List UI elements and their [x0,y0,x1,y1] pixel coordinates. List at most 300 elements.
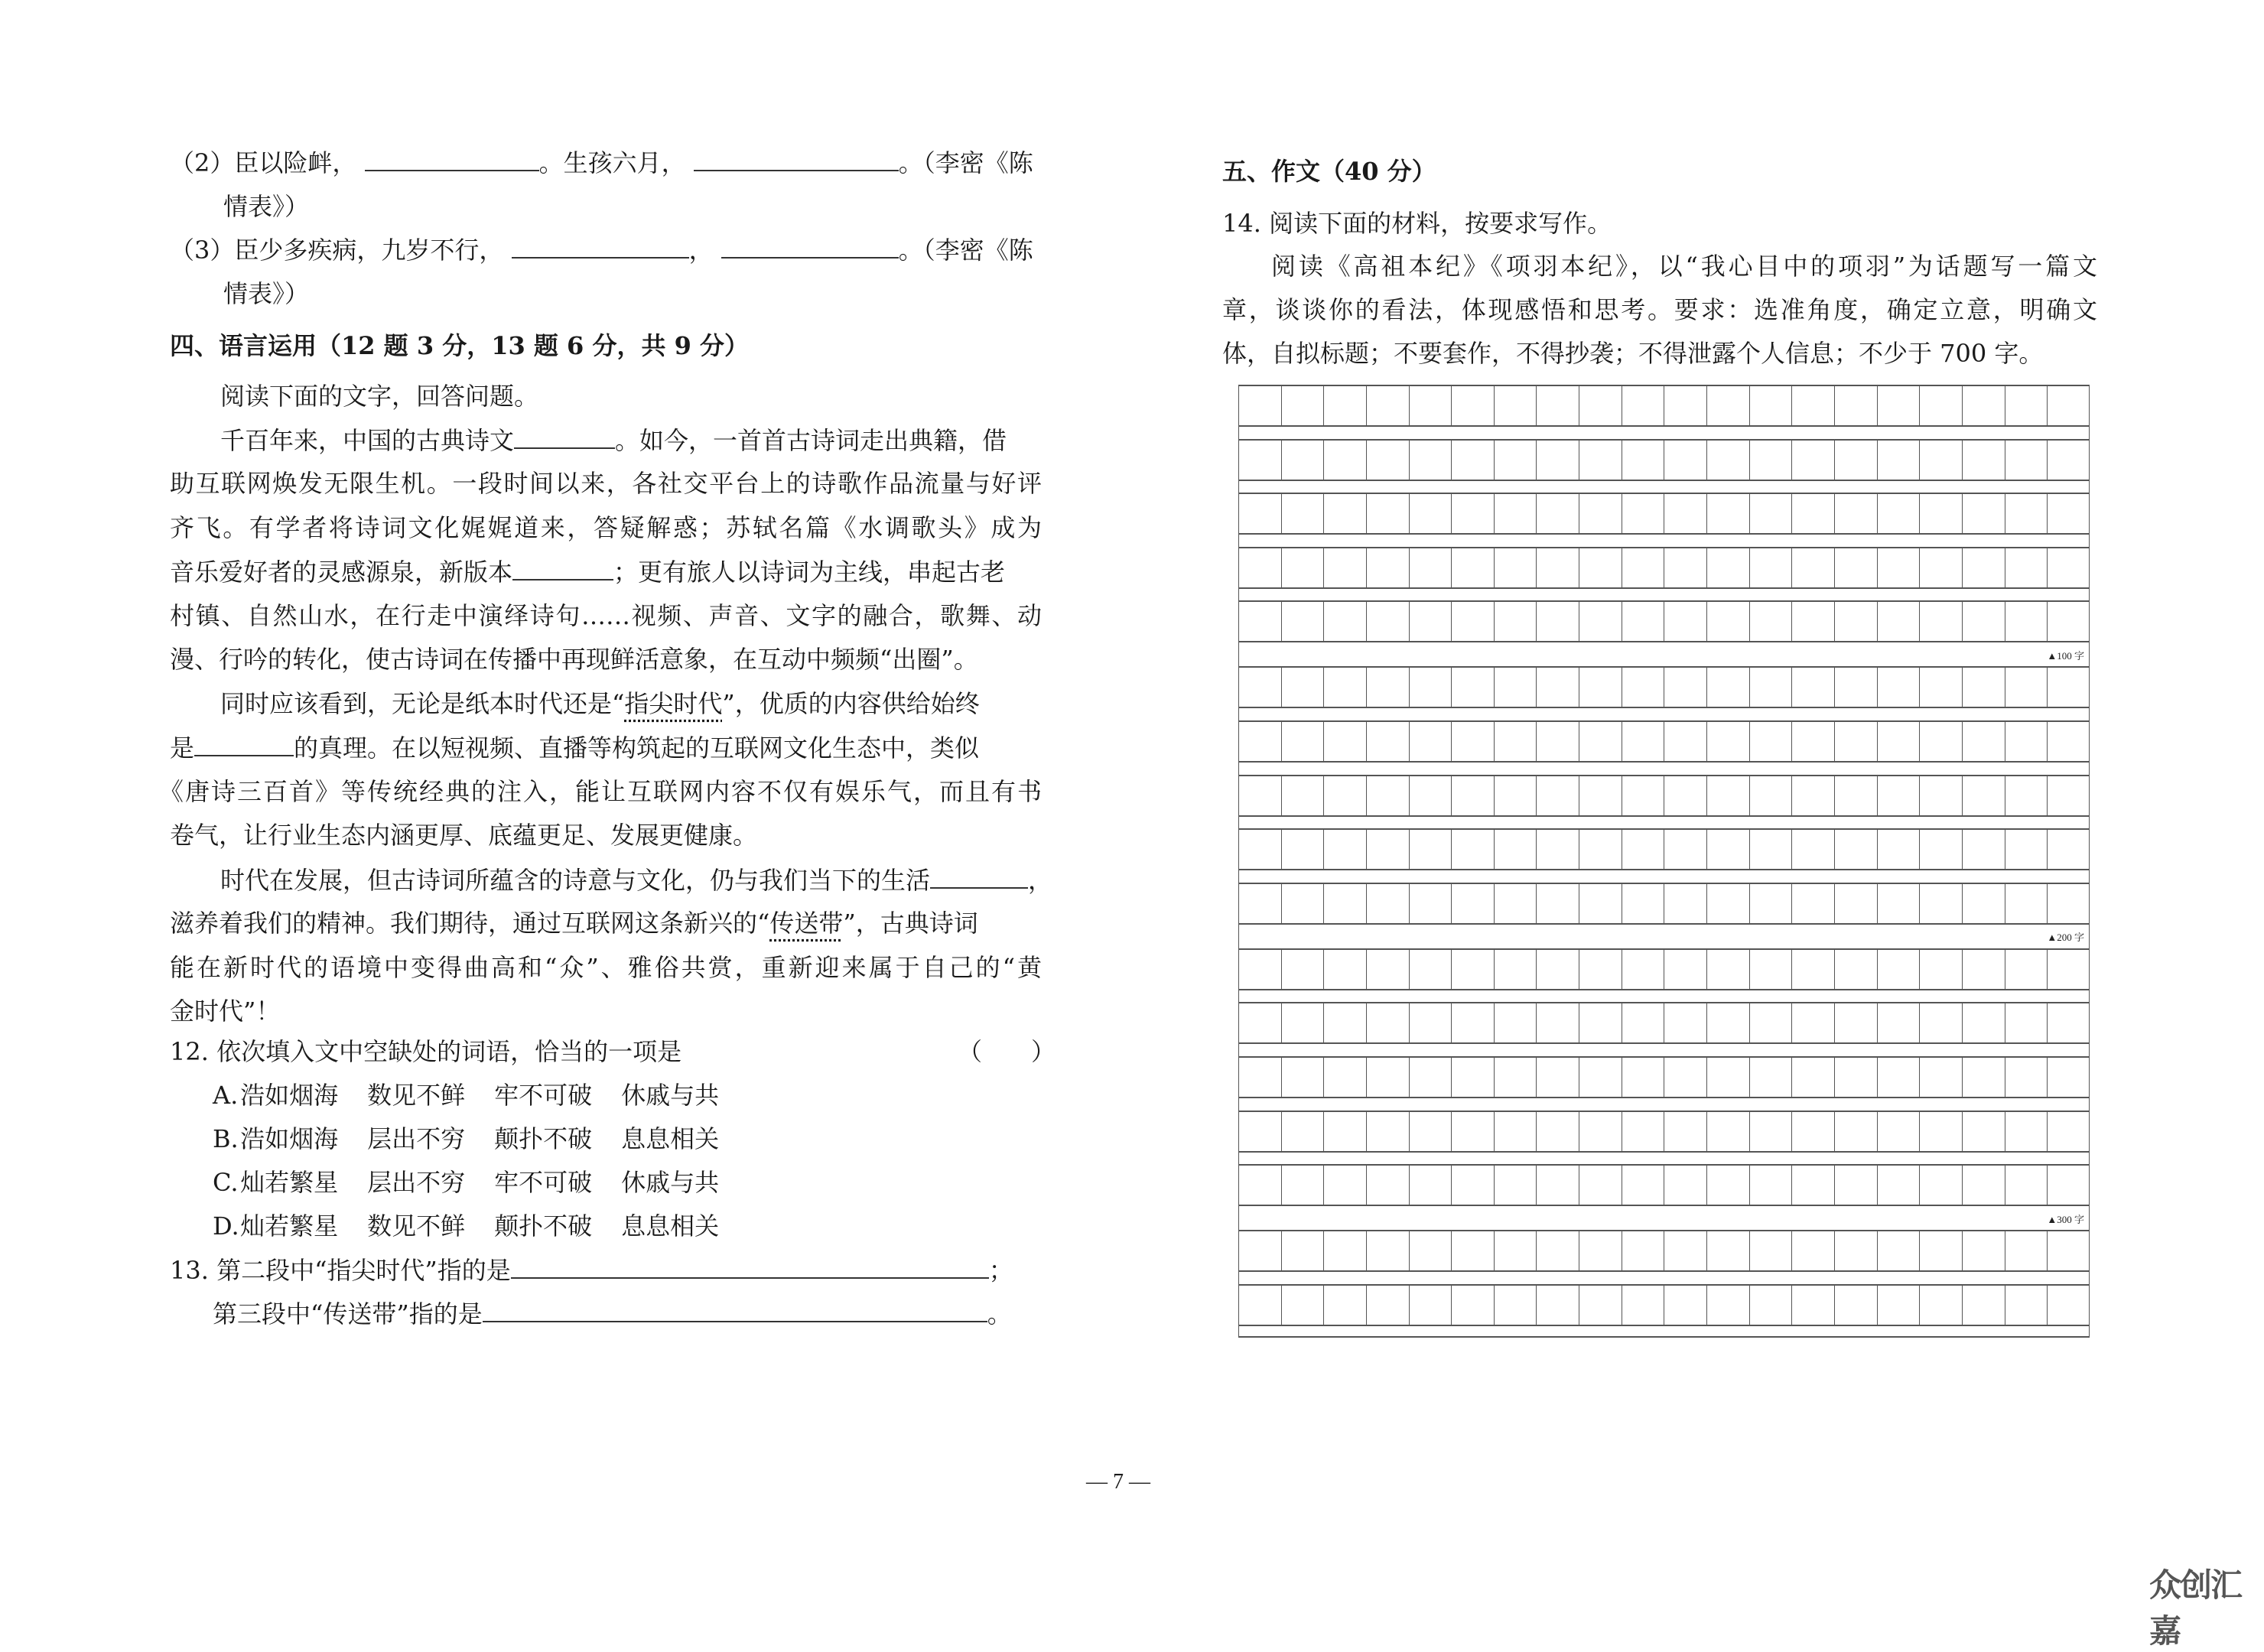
grid-cell[interactable] [1834,385,1877,427]
grid-cell[interactable] [1622,493,1664,535]
grid-cell[interactable] [2005,1284,2048,1326]
grid-cell[interactable] [1451,883,1494,925]
grid-cell[interactable] [2005,720,2048,763]
grid-cell[interactable] [1791,1284,1834,1326]
grid-cell[interactable] [1451,720,1494,763]
grid-cell[interactable] [1791,775,1834,817]
grid-cell[interactable] [1919,493,1962,535]
grid-cell[interactable] [1451,1111,1494,1153]
grid-cell[interactable] [1579,385,1622,427]
grid-cell[interactable] [2005,600,2048,642]
grid-cell[interactable] [1791,720,1834,763]
grid-cell[interactable] [1409,828,1452,870]
grid-cell[interactable] [1664,1284,1706,1326]
grid-cell[interactable] [1622,828,1664,870]
grid-cell[interactable] [1706,547,1749,589]
grid-cell[interactable] [1281,1284,1324,1326]
grid-cell[interactable] [1451,1056,1494,1098]
grid-cell[interactable] [1749,1002,1792,1044]
grid-cell[interactable] [2005,385,2048,427]
grid-cell[interactable] [1536,775,1579,817]
grid-cell[interactable] [1791,666,1834,708]
grid-cell[interactable] [1281,547,1324,589]
grid-cell[interactable] [1664,600,1706,642]
fill-blank[interactable] [721,234,899,259]
grid-cell[interactable] [1919,600,1962,642]
grid-cell[interactable] [1919,1002,1962,1044]
grid-cell[interactable] [1664,1230,1706,1272]
grid-cell[interactable] [1494,1002,1537,1044]
grid-cell[interactable] [1451,493,1494,535]
grid-cell[interactable] [1536,439,1579,481]
fill-blank[interactable] [694,147,899,171]
grid-cell[interactable] [1579,883,1622,925]
grid-cell[interactable] [1877,439,1920,481]
grid-cell[interactable] [1962,439,2005,481]
grid-cell[interactable] [1791,493,1834,535]
grid-cell[interactable] [1238,385,1281,427]
grid-cell[interactable] [2047,828,2090,870]
grid-cell[interactable] [1877,883,1920,925]
grid-cell[interactable] [1877,1284,1920,1326]
grid-cell[interactable] [1366,1056,1409,1098]
grid-cell[interactable] [1409,1284,1452,1326]
grid-cell[interactable] [1494,1230,1537,1272]
grid-cell[interactable] [1451,600,1494,642]
grid-cell[interactable] [1238,883,1281,925]
grid-cell[interactable] [1238,1111,1281,1153]
grid-cell[interactable] [1238,1056,1281,1098]
grid-cell[interactable] [1281,1164,1324,1206]
grid-cell[interactable] [1323,1230,1366,1272]
grid-cell[interactable] [1622,775,1664,817]
grid-cell[interactable] [2047,1284,2090,1326]
grid-cell[interactable] [1962,547,2005,589]
grid-cell[interactable] [1962,493,2005,535]
grid-cell[interactable] [1622,1111,1664,1153]
grid-cell[interactable] [1409,1002,1452,1044]
grid-cell[interactable] [1962,1284,2005,1326]
grid-cell[interactable] [1664,439,1706,481]
grid-cell[interactable] [2047,1230,2090,1272]
fill-blank[interactable] [365,147,539,171]
grid-cell[interactable] [1706,600,1749,642]
grid-cell[interactable] [2047,1056,2090,1098]
option-b[interactable]: B. 浩如烟海 层出不穷 颠扑不破 息息相关 [213,1124,720,1153]
grid-cell[interactable] [1749,1111,1792,1153]
grid-cell[interactable] [1451,385,1494,427]
answer-bracket[interactable]: （ ） [958,1037,1056,1066]
grid-cell[interactable] [1536,1002,1579,1044]
grid-cell[interactable] [1877,828,1920,870]
grid-cell[interactable] [1749,1284,1792,1326]
grid-cell[interactable] [1536,883,1579,925]
grid-cell[interactable] [1791,883,1834,925]
grid-cell[interactable] [1791,385,1834,427]
grid-cell[interactable] [1579,1284,1622,1326]
grid-cell[interactable] [1877,1056,1920,1098]
grid-cell[interactable] [1323,600,1366,642]
grid-cell[interactable] [1919,1284,1962,1326]
fill-blank[interactable] [512,556,613,580]
grid-cell[interactable] [2005,1002,2048,1044]
grid-cell[interactable] [1664,720,1706,763]
grid-cell[interactable] [1494,1284,1537,1326]
grid-cell[interactable] [2005,493,2048,535]
grid-cell[interactable] [1451,1164,1494,1206]
grid-cell[interactable] [1536,666,1579,708]
fill-blank[interactable] [194,732,294,756]
grid-cell[interactable] [1536,600,1579,642]
grid-cell[interactable] [1451,1230,1494,1272]
grid-cell[interactable] [1962,1111,2005,1153]
grid-cell[interactable] [1834,720,1877,763]
grid-cell[interactable] [1281,775,1324,817]
grid-cell[interactable] [1238,666,1281,708]
grid-cell[interactable] [1877,385,1920,427]
grid-cell[interactable] [1409,720,1452,763]
grid-cell[interactable] [2047,720,2090,763]
grid-cell[interactable] [1494,1111,1537,1153]
grid-cell[interactable] [1536,547,1579,589]
grid-cell[interactable] [1323,1056,1366,1098]
grid-cell[interactable] [1238,493,1281,535]
grid-cell[interactable] [1962,600,2005,642]
grid-cell[interactable] [1409,948,1452,990]
grid-cell[interactable] [1451,547,1494,589]
fill-blank[interactable] [512,234,689,259]
grid-cell[interactable] [1494,493,1537,535]
grid-cell[interactable] [1791,600,1834,642]
fill-blank[interactable] [514,424,615,449]
grid-cell[interactable] [1877,1002,1920,1044]
grid-cell[interactable] [1919,883,1962,925]
grid-cell[interactable] [1834,883,1877,925]
grid-cell[interactable] [1366,385,1409,427]
grid-cell[interactable] [2005,883,2048,925]
grid-cell[interactable] [1366,775,1409,817]
grid-cell[interactable] [1579,493,1622,535]
grid-cell[interactable] [1622,883,1664,925]
grid-cell[interactable] [1706,828,1749,870]
grid-cell[interactable] [1791,1111,1834,1153]
grid-cell[interactable] [2047,385,2090,427]
grid-cell[interactable] [1281,948,1324,990]
option-a[interactable]: A. 浩如烟海 数见不鲜 牢不可破 休戚与共 [213,1081,720,1110]
grid-cell[interactable] [1451,948,1494,990]
grid-cell[interactable] [1791,828,1834,870]
grid-cell[interactable] [1791,439,1834,481]
grid-cell[interactable] [1834,493,1877,535]
grid-cell[interactable] [1834,1230,1877,1272]
grid-cell[interactable] [1919,720,1962,763]
grid-cell[interactable] [1494,883,1537,925]
grid-cell[interactable] [1706,439,1749,481]
grid-cell[interactable] [1579,666,1622,708]
grid-cell[interactable] [1749,385,1792,427]
grid-cell[interactable] [1749,1164,1792,1206]
grid-cell[interactable] [1366,948,1409,990]
grid-cell[interactable] [1579,547,1622,589]
grid-cell[interactable] [1962,828,2005,870]
grid-cell[interactable] [1238,1164,1281,1206]
grid-cell[interactable] [1536,828,1579,870]
grid-cell[interactable] [1281,385,1324,427]
grid-cell[interactable] [1622,547,1664,589]
grid-cell[interactable] [2005,1111,2048,1153]
grid-cell[interactable] [2005,1164,2048,1206]
grid-cell[interactable] [1749,828,1792,870]
grid-cell[interactable] [1919,948,1962,990]
grid-cell[interactable] [2047,883,2090,925]
grid-cell[interactable] [1494,775,1537,817]
grid-cell[interactable] [1706,666,1749,708]
grid-cell[interactable] [2047,775,2090,817]
grid-cell[interactable] [2047,547,2090,589]
grid-cell[interactable] [1366,720,1409,763]
grid-cell[interactable] [1706,1284,1749,1326]
grid-cell[interactable] [1323,775,1366,817]
grid-cell[interactable] [1877,600,1920,642]
grid-cell[interactable] [1281,1056,1324,1098]
grid-cell[interactable] [1791,1164,1834,1206]
grid-cell[interactable] [1536,1230,1579,1272]
grid-cell[interactable] [1834,828,1877,870]
grid-cell[interactable] [1366,439,1409,481]
grid-cell[interactable] [1323,439,1366,481]
grid-cell[interactable] [1409,493,1452,535]
grid-cell[interactable] [1706,1056,1749,1098]
grid-cell[interactable] [1877,666,1920,708]
grid-cell[interactable] [1749,547,1792,589]
grid-cell[interactable] [1494,600,1537,642]
grid-cell[interactable] [1791,1056,1834,1098]
grid-cell[interactable] [1834,1002,1877,1044]
grid-cell[interactable] [1919,1056,1962,1098]
grid-cell[interactable] [1238,547,1281,589]
grid-cell[interactable] [1366,1111,1409,1153]
grid-cell[interactable] [1323,1284,1366,1326]
grid-cell[interactable] [1409,1230,1452,1272]
answer-blank[interactable] [483,1298,987,1322]
grid-cell[interactable] [1323,720,1366,763]
grid-cell[interactable] [1791,547,1834,589]
grid-cell[interactable] [1238,720,1281,763]
grid-cell[interactable] [1366,666,1409,708]
grid-cell[interactable] [1919,547,1962,589]
grid-cell[interactable] [1366,1164,1409,1206]
grid-cell[interactable] [1877,775,1920,817]
grid-cell[interactable] [1366,493,1409,535]
grid-cell[interactable] [1579,1056,1622,1098]
grid-cell[interactable] [1536,1164,1579,1206]
grid-cell[interactable] [1664,775,1706,817]
grid-cell[interactable] [1749,1230,1792,1272]
grid-cell[interactable] [1622,600,1664,642]
grid-cell[interactable] [2047,1164,2090,1206]
grid-cell[interactable] [1962,1002,2005,1044]
grid-cell[interactable] [1494,439,1537,481]
grid-cell[interactable] [1238,948,1281,990]
grid-cell[interactable] [1622,1230,1664,1272]
grid-cell[interactable] [1238,439,1281,481]
grid-cell[interactable] [1323,1111,1366,1153]
grid-cell[interactable] [1919,828,1962,870]
fill-blank[interactable] [930,864,1028,889]
grid-cell[interactable] [2047,1111,2090,1153]
grid-cell[interactable] [1706,720,1749,763]
grid-cell[interactable] [1536,1111,1579,1153]
grid-cell[interactable] [1494,666,1537,708]
grid-cell[interactable] [1494,547,1537,589]
grid-cell[interactable] [2047,1002,2090,1044]
grid-cell[interactable] [1834,1111,1877,1153]
grid-cell[interactable] [1281,439,1324,481]
grid-cell[interactable] [1706,775,1749,817]
grid-cell[interactable] [1664,828,1706,870]
grid-cell[interactable] [2005,775,2048,817]
grid-cell[interactable] [1962,883,2005,925]
grid-cell[interactable] [2005,547,2048,589]
grid-cell[interactable] [1919,439,1962,481]
grid-cell[interactable] [1622,385,1664,427]
grid-cell[interactable] [1323,493,1366,535]
grid-cell[interactable] [1451,439,1494,481]
grid-cell[interactable] [1409,385,1452,427]
grid-cell[interactable] [1877,948,1920,990]
grid-cell[interactable] [1238,1284,1281,1326]
grid-cell[interactable] [1749,948,1792,990]
grid-cell[interactable] [1281,720,1324,763]
grid-cell[interactable] [1919,1164,1962,1206]
grid-cell[interactable] [1579,775,1622,817]
grid-cell[interactable] [1749,493,1792,535]
grid-cell[interactable] [1409,1056,1452,1098]
grid-cell[interactable] [1877,493,1920,535]
grid-cell[interactable] [1622,948,1664,990]
grid-cell[interactable] [1664,385,1706,427]
grid-cell[interactable] [1281,493,1324,535]
grid-cell[interactable] [1281,600,1324,642]
grid-cell[interactable] [2047,493,2090,535]
grid-cell[interactable] [1664,1111,1706,1153]
grid-cell[interactable] [1749,439,1792,481]
grid-cell[interactable] [2005,1230,2048,1272]
grid-cell[interactable] [1791,1230,1834,1272]
grid-cell[interactable] [2047,439,2090,481]
grid-cell[interactable] [2047,600,2090,642]
grid-cell[interactable] [1706,1230,1749,1272]
grid-cell[interactable] [1409,547,1452,589]
grid-cell[interactable] [1706,948,1749,990]
grid-cell[interactable] [1622,666,1664,708]
grid-cell[interactable] [1962,720,2005,763]
grid-cell[interactable] [1664,948,1706,990]
grid-cell[interactable] [1409,1164,1452,1206]
grid-cell[interactable] [1281,828,1324,870]
grid-cell[interactable] [1366,828,1409,870]
grid-cell[interactable] [1706,883,1749,925]
grid-cell[interactable] [1749,600,1792,642]
grid-cell[interactable] [1834,775,1877,817]
grid-cell[interactable] [1664,883,1706,925]
grid-cell[interactable] [1877,1164,1920,1206]
grid-cell[interactable] [1622,1056,1664,1098]
grid-cell[interactable] [1536,493,1579,535]
grid-cell[interactable] [1877,547,1920,589]
grid-cell[interactable] [1409,775,1452,817]
grid-cell[interactable] [1579,600,1622,642]
grid-cell[interactable] [1962,385,2005,427]
grid-cell[interactable] [2005,828,2048,870]
grid-cell[interactable] [1962,1230,2005,1272]
grid-cell[interactable] [1366,1230,1409,1272]
grid-cell[interactable] [1664,1056,1706,1098]
grid-cell[interactable] [1494,720,1537,763]
grid-cell[interactable] [2005,666,2048,708]
grid-cell[interactable] [2005,439,2048,481]
grid-cell[interactable] [1451,828,1494,870]
grid-cell[interactable] [1919,666,1962,708]
grid-cell[interactable] [1366,547,1409,589]
grid-cell[interactable] [1579,1230,1622,1272]
grid-cell[interactable] [1664,547,1706,589]
grid-cell[interactable] [1281,666,1324,708]
grid-cell[interactable] [1834,1164,1877,1206]
grid-cell[interactable] [1366,1002,1409,1044]
grid-cell[interactable] [1834,948,1877,990]
grid-cell[interactable] [1579,1111,1622,1153]
grid-cell[interactable] [1664,1002,1706,1044]
grid-cell[interactable] [1706,1111,1749,1153]
grid-cell[interactable] [1749,1056,1792,1098]
grid-cell[interactable] [1579,1164,1622,1206]
grid-cell[interactable] [1622,439,1664,481]
grid-cell[interactable] [2047,948,2090,990]
grid-cell[interactable] [1409,1111,1452,1153]
grid-cell[interactable] [1451,666,1494,708]
grid-cell[interactable] [1323,385,1366,427]
grid-cell[interactable] [1877,1111,1920,1153]
grid-cell[interactable] [1451,1284,1494,1326]
grid-cell[interactable] [1366,1284,1409,1326]
grid-cell[interactable] [1281,1230,1324,1272]
grid-cell[interactable] [1962,948,2005,990]
grid-cell[interactable] [1323,828,1366,870]
grid-cell[interactable] [1579,1002,1622,1044]
grid-cell[interactable] [1962,1164,2005,1206]
grid-cell[interactable] [1791,1002,1834,1044]
grid-cell[interactable] [1323,666,1366,708]
grid-cell[interactable] [1664,1164,1706,1206]
grid-cell[interactable] [2047,666,2090,708]
grid-cell[interactable] [1919,775,1962,817]
option-d[interactable]: D. 灿若繁星 数见不鲜 颠扑不破 息息相关 [213,1211,720,1241]
grid-cell[interactable] [1834,666,1877,708]
grid-cell[interactable] [1281,883,1324,925]
grid-cell[interactable] [2005,948,2048,990]
grid-cell[interactable] [1536,1284,1579,1326]
grid-cell[interactable] [1494,948,1537,990]
grid-cell[interactable] [1706,493,1749,535]
grid-cell[interactable] [1281,1002,1324,1044]
grid-cell[interactable] [1494,828,1537,870]
grid-cell[interactable] [1834,1056,1877,1098]
grid-cell[interactable] [1323,547,1366,589]
grid-cell[interactable] [1622,720,1664,763]
grid-cell[interactable] [1536,948,1579,990]
grid-cell[interactable] [1664,666,1706,708]
